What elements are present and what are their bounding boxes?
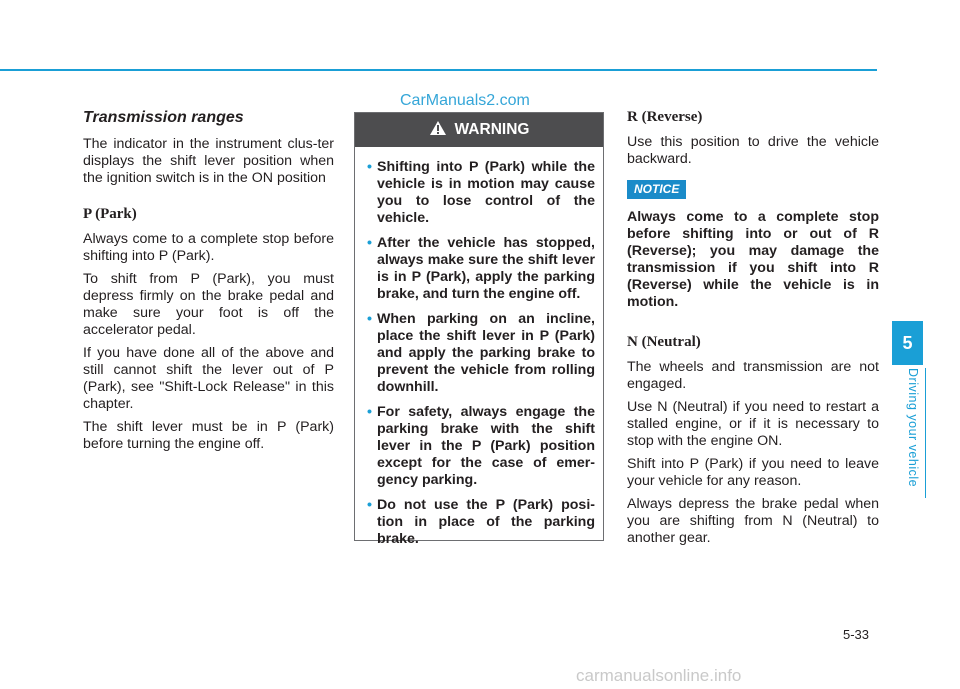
footer-watermark: carmanualsonline.info [576, 666, 742, 685]
park-paragraph: If you have done all of the above and still cannot shift the lever out of P (Park), see "Shift-Lock Release" in this chapter. [83, 345, 334, 412]
notice-text: Always come to a complete stop before shifting into or out of R (Reverse); you may damage the transmission if you shift into R (Reverse) while the vehicle is in motion. [627, 209, 879, 310]
watermark-top: CarManuals2.com [400, 92, 530, 109]
park-paragraph: The shift lever must be in P (Park) before turning the engine off. [83, 419, 334, 452]
bullet-icon: • [367, 235, 372, 251]
neutral-paragraph: Shift into P (Park) if you need to leave your vehicle for any reason. [627, 456, 879, 489]
neutral-title: N (Neutral) [627, 334, 701, 350]
neutral-paragraph: The wheels and transmission are not engaged. [627, 359, 879, 392]
reverse-title: R (Reverse) [627, 109, 703, 125]
chapter-divider [925, 368, 926, 498]
header-rule [0, 69, 877, 71]
warning-header [355, 113, 603, 147]
chapter-tab: 5 [892, 321, 923, 365]
bullet-icon: • [367, 159, 372, 175]
bullet-icon: • [367, 404, 372, 420]
right-column [627, 108, 879, 553]
warning-item: • After the vehicle has stopped, always make sure the shift lever is in P (Park), apply the parking brake, and turn the engine off. [367, 235, 595, 302]
warning-item: • When parking on an incline, place the shift lever in P (Park) and apply the parking brake to prevent the vehicle from rolling downhill. [367, 311, 595, 395]
bullet-icon: • [367, 497, 372, 513]
chapter-label: Driving your vehicle [906, 368, 920, 488]
intro-paragraph: The indicator in the instrument clus-ter displays the shift lever position when the ignition switch is in the ON position [83, 136, 334, 186]
warning-item: • Shifting into P (Park) while the vehicle is in motion may cause you to lose control of the vehicle. [367, 159, 595, 226]
page-number: 5-33 [843, 627, 870, 642]
warning-triangle-icon [429, 120, 447, 141]
notice-badge: NOTICE [627, 180, 686, 199]
warning-list [355, 147, 603, 548]
park-paragraph: To shift from P (Park), you must depress firmly on the brake pedal and make sure your foot is off the accelerator pedal. [83, 271, 334, 338]
section-title: Transmission ranges [83, 109, 244, 126]
reverse-paragraph: Use this position to drive the vehicle backward. [627, 134, 879, 167]
warning-label: WARNING [454, 121, 530, 138]
bullet-icon: • [367, 311, 372, 327]
warning-item: • For safety, always engage the parking brake with the shift lever in the P (Park) position except for the case of emer-gency parking. [367, 404, 595, 488]
neutral-paragraph: Always depress the brake pedal when you are shifting from N (Neutral) to another gear. [627, 496, 879, 546]
neutral-paragraph: Use N (Neutral) if you need to restart a stalled engine, or if it is necessary to stop with the engine ON. [627, 399, 879, 449]
left-column [83, 108, 334, 459]
warning-box [354, 112, 604, 547]
park-title: P (Park) [83, 206, 137, 222]
park-paragraph: Always come to a complete stop before shifting into P (Park). [83, 231, 334, 264]
warning-item: • Do not use the P (Park) posi-tion in place of the parking brake. [367, 497, 595, 547]
